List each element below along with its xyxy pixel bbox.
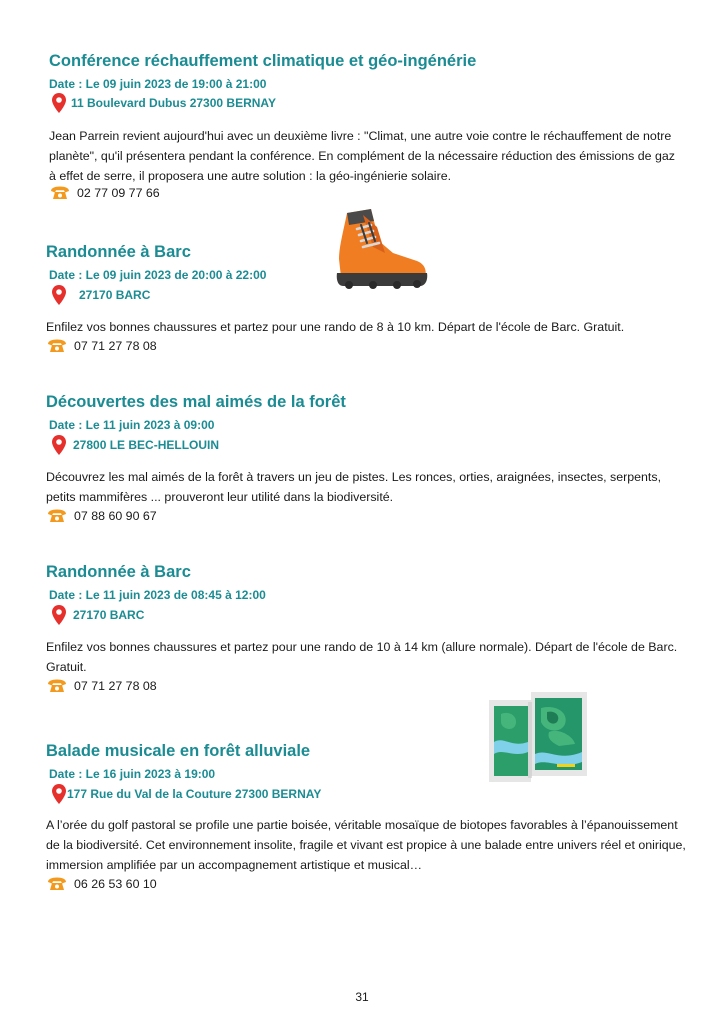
location-pin-icon (52, 93, 66, 113)
location-text: 27800 LE BEC-HELLOUIN (73, 438, 220, 452)
event-description: Découvrez les mal aimés de la forêt à travers un jeu de pistes. Les ronces, orties, araignées, insectes, serpents, petits mammifères ... prouveront leur utilité dans la biodiversité. (46, 470, 662, 504)
event-date: Date : Le 16 juin 2023 à 19:00 (49, 767, 216, 781)
event-description: A l’orée du golf pastoral se profile une partie boisée, véritable mosaïque de biotopes favorables à l’épanouissement de la biodiversité. Cet environnement insolite, fragile et vivant est propice à une balade entre univers réel et onirique, immersion amplifiée par un accompagnement artistique et musical… (46, 818, 686, 872)
event-title: Balade musicale en forêt alluviale (46, 742, 311, 760)
telephone-icon (47, 877, 67, 891)
location-pin-icon (52, 784, 66, 804)
event-phone (50, 186, 160, 200)
event-location (52, 605, 144, 625)
telephone-icon (47, 679, 67, 693)
location-text: 27170 BARC (79, 288, 151, 302)
event-phone (47, 509, 157, 523)
phone-number[interactable]: 07 71 27 78 08 (74, 679, 157, 693)
event-location (52, 784, 321, 804)
location-pin-icon (52, 435, 66, 455)
location-text: 11 Boulevard Dubus 27300 BERNAY (71, 96, 276, 110)
event-phone (47, 339, 157, 353)
event-title: Découvertes des mal aimés de la forêt (46, 393, 346, 411)
event-location (52, 435, 219, 455)
telephone-icon (50, 186, 70, 200)
location-text: 177 Rue du Val de la Couture 27300 BERNAY (67, 787, 322, 801)
location-pin-icon (52, 285, 66, 305)
event-description: Jean Parrein revient aujourd'hui avec un deuxième livre : "Climat, une autre voie contre le réchauffement de notre planète", qu'il présentera pendant la conférence. En complément de la nécessaire réduction des émissions de gaz à effet de serre, il proposera une autre solution : la géo-ingénierie solaire. (49, 129, 675, 183)
event-title: Randonnée à Barc (46, 243, 191, 261)
event-phone (47, 877, 157, 891)
phone-number[interactable]: 07 71 27 78 08 (74, 339, 157, 353)
event-description: Enfilez vos bonnes chaussures et partez pour une rando de 8 à 10 km. Départ de l'école de Barc. Gratuit. (46, 320, 625, 334)
event-description: Enfilez vos bonnes chaussures et partez pour une rando de 10 à 14 km (allure normale). Départ de l'école de Barc. Gratuit. (46, 640, 678, 674)
phone-number[interactable]: 02 77 09 77 66 (77, 186, 160, 200)
hiking-boot-illustration (333, 207, 429, 289)
event-phone (47, 679, 157, 693)
telephone-icon (47, 339, 67, 353)
event-location (52, 285, 150, 305)
event-date: Date : Le 09 juin 2023 de 20:00 à 22:00 (49, 268, 267, 282)
telephone-icon (47, 509, 67, 523)
page-number: 31 (355, 990, 369, 1004)
location-pin-icon (52, 605, 66, 625)
phone-number[interactable]: 06 26 53 60 10 (74, 877, 157, 891)
event-title: Randonnée à Barc (46, 563, 191, 581)
event-location (52, 93, 276, 113)
folded-map-illustration (489, 692, 587, 782)
event-date: Date : Le 11 juin 2023 à 09:00 (49, 418, 215, 432)
event-date: Date : Le 11 juin 2023 de 08:45 à 12:00 (49, 588, 266, 602)
event-date: Date : Le 09 juin 2023 de 19:00 à 21:00 (49, 77, 267, 91)
phone-number[interactable]: 07 88 60 90 67 (74, 509, 157, 523)
location-text: 27170 BARC (73, 608, 145, 622)
event-title: Conférence réchauffement climatique et géo-ingénérie (49, 52, 477, 70)
